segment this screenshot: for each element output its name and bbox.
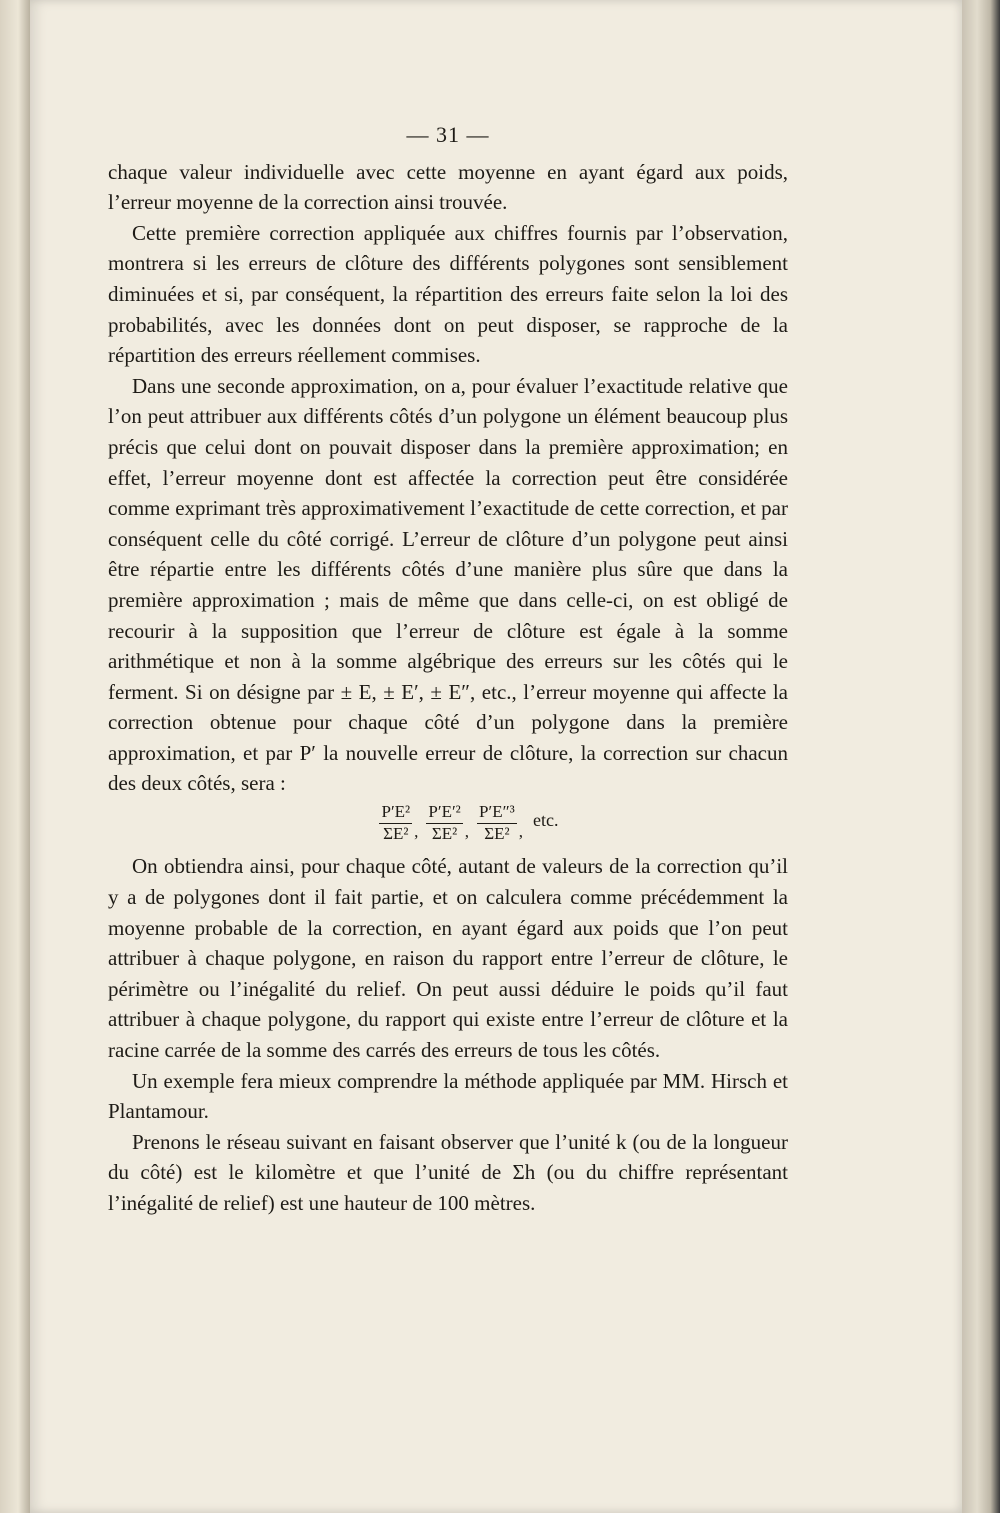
page-number: — 31 — xyxy=(406,122,490,147)
formula-term-2 xyxy=(426,803,462,843)
paragraph-1: chaque valeur individuelle avec cette moyenne en ayant égard aux poids, l’erreur moyenne de la correction ainsi trouvée. xyxy=(108,159,788,215)
formula-term-2-denominator: ΣE² xyxy=(431,823,458,843)
formula-term-1-denominator: ΣE² xyxy=(383,823,409,843)
formula-term-3-numerator: P′E″³ xyxy=(477,803,517,824)
paragraph-3: Dans une seconde approximation, on a, pour évaluer l’exactitude relative que l’on peut attribuer aux différents côtés d’un polygone un élément beaucoup plus précis que celui dont on pouvait disposer dans la première approximation; en effet, l’erreur moyenne dont est affectée la correction peut être considérée comme exprimant très approximativement l’exactitude de cette correction, et par conséquent celle du côté corrigé. L’erreur de clôture d’un polygone peut ainsi être répartie entre les différents côtés d’une manière plus sûre que dans la première approximation ; mais de même que dans celle-ci, on est obligé de recourir à la supposition que l’erreur de clôture est égale à la somme arithmétique et non à la somme algébrique des erreurs sur les côtés qui le ferment. Si on désigne par ± E, ± E′, ± E″, etc., l’erreur moyenne qui affecte la correction obtenue pour chaque côté d’un polygone dans la première approximation, et par P′ la nouvelle erreur de clôture, la correction sur chacun des deux côtés, sera : xyxy=(108,373,788,796)
formula-term-1 xyxy=(379,803,412,843)
correction-formula xyxy=(108,803,788,843)
page-fore-edge xyxy=(962,0,1000,1513)
formula-term-2-numerator: P′E′² xyxy=(426,803,462,824)
paragraph-6: Prenons le réseau suivant en faisant observer que l’unité k (ou de la longueur du côté) est le kilomètre et que l’unité de Σh (ou du chiffre représentant l’inégalité de relief) est une hauteur de 100 mètres. xyxy=(108,1129,788,1215)
page-text-block xyxy=(108,120,788,1219)
formula-separator: , xyxy=(464,821,470,841)
formula-etc: etc. xyxy=(533,810,559,831)
paragraph-5: Un exemple fera mieux comprendre la méthode appliquée par MM. Hirsch et Plantamour. xyxy=(108,1068,788,1124)
paragraph-2: Cette première correction appliquée aux chiffres fournis par l’observation, montrera si les erreurs de clôture des différents polygones sont sensiblement diminuées et si, par conséquent, la répartition des erreurs faite selon la loi des probabilités, avec les données dont on peut disposer, se rapproche de la répartition des erreurs réellement commises. xyxy=(108,220,788,368)
formula-separator: , xyxy=(414,821,419,841)
formula-term-3-denominator: ΣE² xyxy=(484,823,510,843)
formula-term-3 xyxy=(477,803,517,843)
formula-separator: , xyxy=(518,821,524,841)
formula-term-1-numerator: P′E² xyxy=(379,803,412,824)
facing-page-edge xyxy=(0,0,30,1513)
paragraph-4: On obtiendra ainsi, pour chaque côté, autant de valeurs de la correction qu’il y a de polygones dont il fait partie, et on calculera comme précédemment la moyenne probable de la correction, en ayant égard aux poids que l’on peut attribuer à chaque polygone, en raison du rapport entre l’erreur de clôture, le périmètre ou l’inégalité du relief. On peut aussi déduire le poids qu’il faut attribuer à chaque polygone, du rapport qui existe entre l’erreur de clôture et la racine carrée de la somme des carrés des erreurs de tous les côtés. xyxy=(108,854,788,1062)
